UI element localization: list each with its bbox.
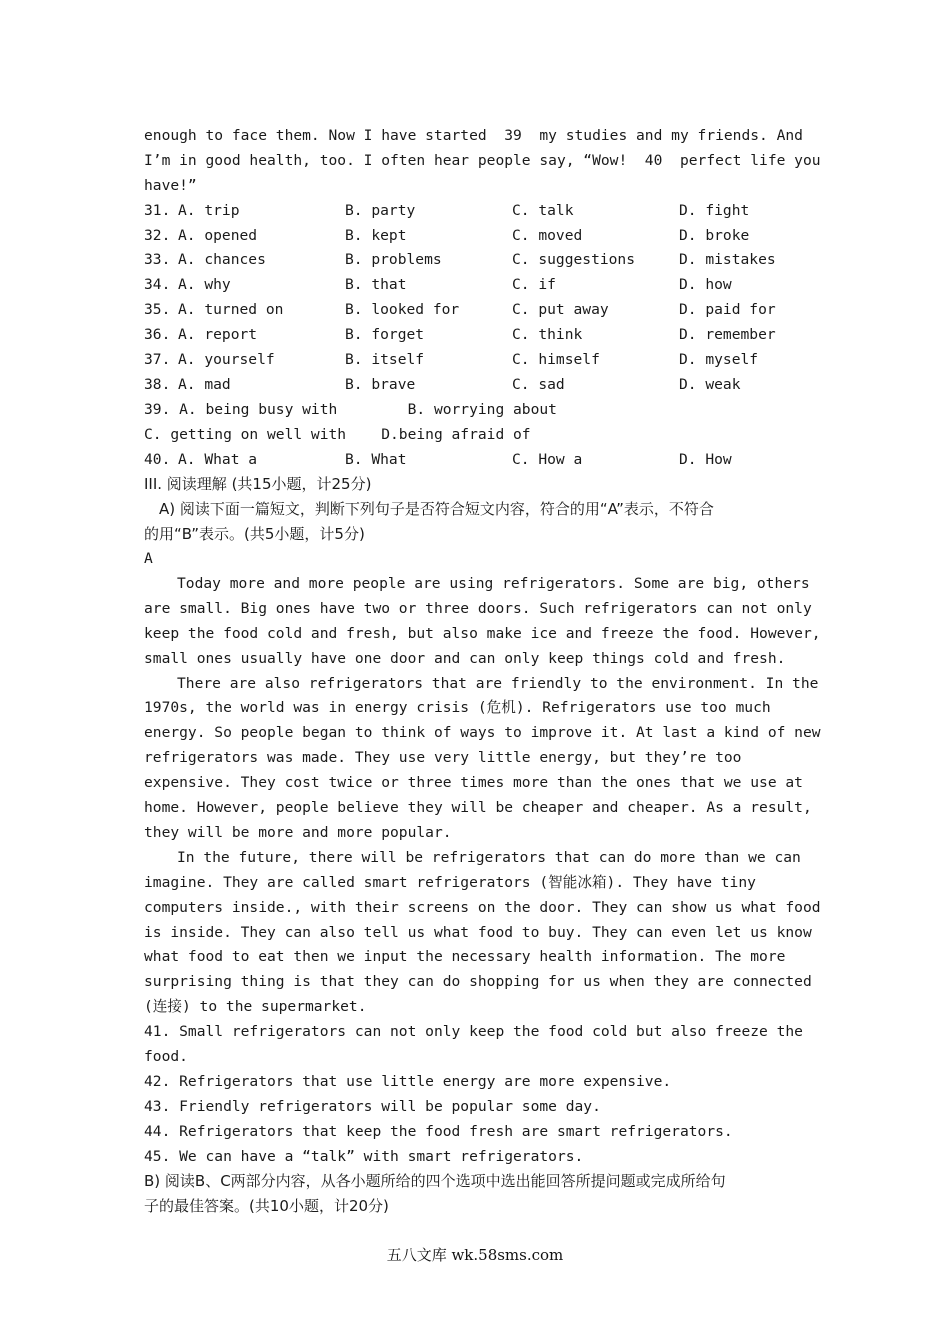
option-d: D. broke [679, 226, 750, 244]
statement-line: food. [144, 1047, 188, 1065]
option-b: B. kept [345, 226, 407, 244]
question-number: 31. [144, 201, 171, 219]
intro-line: I’m in good health, too. I often hear people say, “Wow! 40 perfect life you [144, 151, 821, 169]
statement-line: 44. Refrigerators that keep the food fresh are smart refrigerators. [144, 1122, 733, 1140]
question-number: 34. [144, 276, 171, 294]
passage-line: (连接) to the supermarket. [144, 998, 367, 1016]
part-a-instructions-cont: 的用“B”表示。(共5小题，计5分) [144, 525, 365, 544]
passage-line: are small. Big ones have two or three doors. Such refrigerators can not only [144, 599, 812, 617]
option-a: A. why [178, 276, 231, 294]
passage-line: 1970s, the world was in energy crisis (危机). Refrigerators use too much [144, 699, 771, 717]
option-a: A. opened [178, 226, 258, 244]
passage-line: Today more and more people are using refrigerators. Some are big, others [177, 575, 810, 593]
passage-line: expensive. They cost twice or three times more than the ones that we use at [144, 774, 803, 792]
passage-line: home. However, people believe they will be cheaper and cheaper. As a result, [144, 799, 812, 817]
passage-line: small ones usually have one door and can only keep things cold and fresh. [144, 649, 786, 667]
passage-line: is inside. They can also tell us what food to buy. They can even let us know [144, 923, 812, 941]
option-b: B. problems [345, 251, 442, 269]
statement-line: 45. We can have a “talk” with smart refrigerators. [144, 1147, 584, 1165]
option-c: C. talk [512, 201, 574, 219]
question-options-38 [144, 373, 809, 398]
statement-line: 43. Friendly refrigerators will be popular some day. [144, 1097, 601, 1115]
option-c: C. himself [512, 351, 600, 369]
question-options-32 [144, 224, 809, 249]
question-number: 36. [144, 326, 171, 344]
part-b-instructions: B) 阅读B、C两部分内容，从各小题所给的四个选项中选出能回答所提问题或完成所给句 [144, 1172, 726, 1191]
option-b: B. forget [345, 326, 425, 344]
passage-line: energy. So people began to think of ways to improve it. At last a kind of new [144, 724, 821, 742]
question-number: 40. [144, 450, 171, 468]
question-options-36 [144, 323, 809, 348]
question-options-35 [144, 298, 809, 323]
section-title: III. 阅读理解 (共15小题，计25分) [144, 475, 372, 494]
passage-line: In the future, there will be refrigerators that can do more than we can [177, 848, 801, 866]
page-footer: 五八文库 wk.58sms.com [386, 1246, 564, 1264]
option-d: D. remember [679, 326, 776, 344]
option-d: D. paid for [679, 301, 776, 319]
option-a: A. yourself [178, 351, 275, 369]
question-number: 37. [144, 351, 171, 369]
passage-line: refrigerators was made. They use very little energy, but they’re too [144, 749, 742, 767]
option-a: A. trip [178, 201, 240, 219]
option-b: B. itself [345, 351, 425, 369]
option-d: D. How [679, 450, 732, 468]
passage-line: imagine. They are called smart refrigerators (智能冰箱). They have tiny [144, 873, 756, 891]
document-content [144, 124, 821, 1219]
passage-line: There are also refrigerators that are friendly to the environment. In the [177, 674, 819, 692]
question-options-39-line2: C. getting on well with D.being afraid of [144, 425, 531, 443]
option-a: A. report [178, 326, 258, 344]
part-a-instructions: A) 阅读下面一篇短文，判断下列句子是否符合短文内容，符合的用“A”表示，不符合 [159, 500, 714, 519]
option-b: B. that [345, 276, 407, 294]
option-c: C. if [512, 276, 556, 294]
question-options-37 [144, 348, 809, 373]
option-d: D. myself [679, 351, 759, 369]
question-options-31 [144, 199, 809, 224]
statement-line: 42. Refrigerators that use little energy are more expensive. [144, 1072, 672, 1090]
question-number: 33. [144, 251, 171, 269]
part-b-instructions-cont: 子的最佳答案。(共10小题，计20分) [144, 1197, 389, 1216]
option-c: C. moved [512, 226, 583, 244]
option-d: D. how [679, 276, 732, 294]
option-b: B. looked for [345, 301, 460, 319]
passage-line: keep the food cold and fresh, but also make ice and freeze the food. However, [144, 624, 821, 642]
option-c: C. put away [512, 301, 609, 319]
option-d: D. weak [679, 375, 741, 393]
question-options-40 [144, 448, 809, 473]
option-a: A. mad [178, 375, 231, 393]
intro-line: enough to face them. Now I have started 39 my studies and my friends. And [144, 127, 803, 144]
passage-line: they will be more and more popular. [144, 823, 452, 841]
question-options-33 [144, 248, 809, 273]
passage-line: surprising thing is that they can do shopping for us when they are connected [144, 973, 812, 991]
option-a: A. chances [178, 251, 266, 269]
question-number: 32. [144, 226, 171, 244]
option-d: D. mistakes [679, 251, 776, 269]
option-b: B. What [345, 450, 407, 468]
question-number: 35. [144, 301, 171, 319]
option-c: C. sad [512, 375, 565, 393]
option-c: C. How a [512, 450, 583, 468]
option-b: B. party [345, 201, 416, 219]
option-d: D. fight [679, 201, 750, 219]
question-options-39-line1: 39. A. being busy with B. worrying about [144, 400, 557, 418]
passage-label: A [144, 550, 153, 568]
question-options-34 [144, 273, 809, 298]
passage-line: what food to eat then we input the necessary health information. The more [144, 948, 786, 966]
intro-line: have!” [144, 176, 197, 194]
option-a: A. turned on [178, 301, 284, 319]
statement-line: 41. Small refrigerators can not only keep the food cold but also freeze the [144, 1023, 803, 1041]
option-a: A. What a [178, 450, 258, 468]
option-c: C. think [512, 326, 583, 344]
question-number: 38. [144, 375, 171, 393]
option-c: C. suggestions [512, 251, 636, 269]
option-b: B. brave [345, 375, 416, 393]
passage-line: computers inside., with their screens on the door. They can show us what food [144, 898, 821, 916]
